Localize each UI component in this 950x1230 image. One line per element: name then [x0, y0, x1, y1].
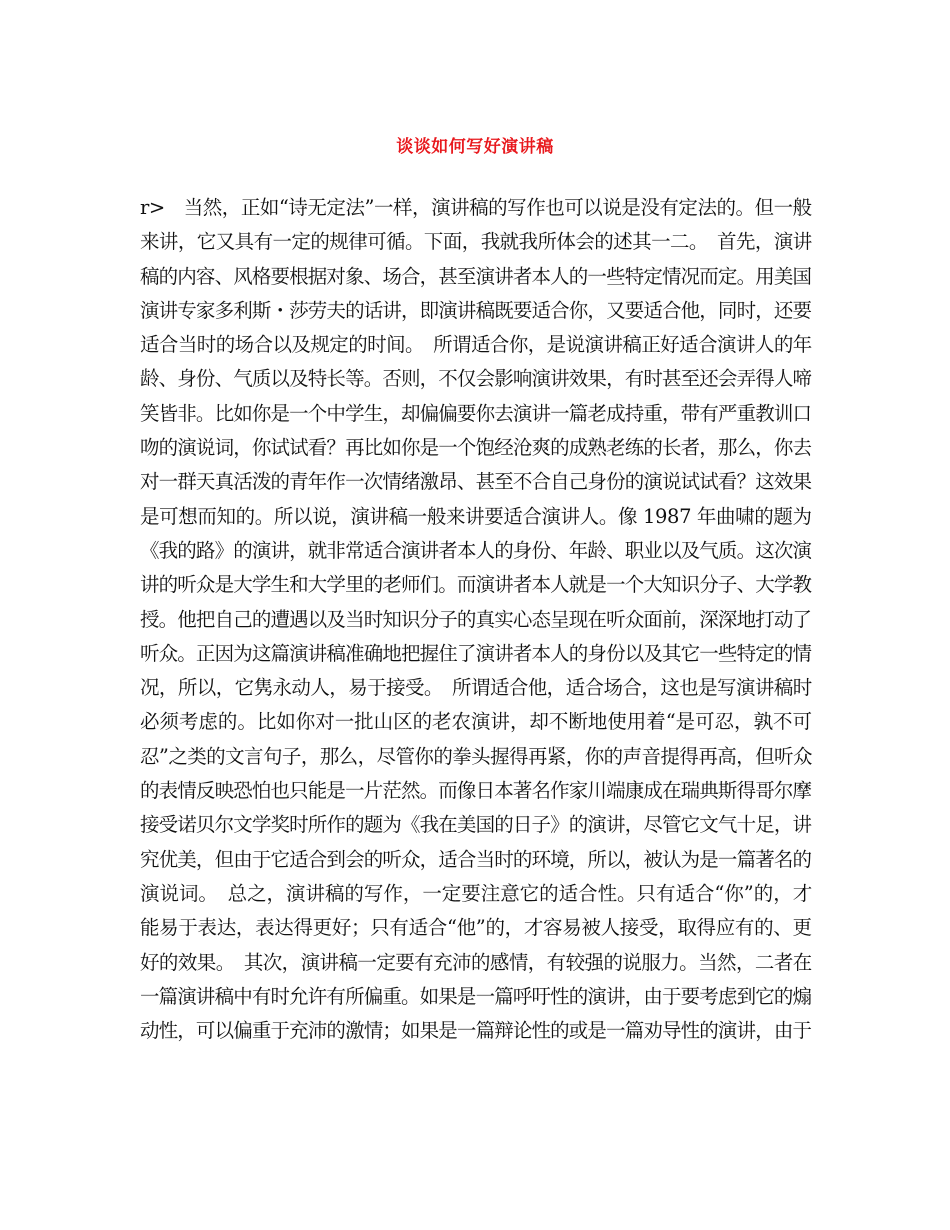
body-line: 演讲专家多利斯・莎劳夫的话讲，即演讲稿既要适合你，又要适合他，同时，还要: [140, 298, 812, 322]
body-line: 接受诺贝尔文学奖时所作的题为《我在美国的日子》的演讲，尽管它文气十足，讲: [140, 813, 812, 837]
body-line: 稿的内容、风格要根据对象、场合，甚至演讲者本人的一些特定情况而定。用美国: [140, 264, 812, 288]
body-line: 授。他把自己的遭遇以及当时知识分子的真实心态呈现在听众面前，深深地打动了: [140, 607, 812, 631]
body-line: 龄、身份、气质以及特长等。否则，不仅会影响演讲效果，有时甚至还会弄得人啼: [140, 367, 812, 391]
body-line: 忍”之类的文言句子，那么，尽管你的拳头握得再紧，你的声音提得再高，但听众: [140, 744, 812, 768]
body-line: 必须考虑的。比如你对一批山区的老农演讲，却不断地使用着“是可忍，孰不可: [140, 710, 812, 734]
body-line: 一篇演讲稿中有时允许有所偏重。如果是一篇呼吁性的演讲，由于要考虑到它的煽: [140, 984, 812, 1008]
body-line: 是可想而知的。所以说，演讲稿一般来讲要适合演讲人。像 1987 年曲啸的题为: [140, 504, 812, 528]
body-line: 演说词。 总之，演讲稿的写作，一定要注意它的适合性。只有适合“你”的，才: [140, 881, 813, 905]
document-body: [140, 191, 812, 1048]
body-line: 笑皆非。比如你是一个中学生，却偏偏要你去演讲一篇老成持重，带有严重教训口: [140, 401, 812, 425]
body-line: 好的效果。 其次，演讲稿一定要有充沛的感情，有较强的说服力。当然，二者在: [140, 950, 812, 974]
body-line: 能易于表达，表达得更好；只有适合“他”的，才容易被人接受，取得应有的、更: [140, 916, 812, 940]
body-line: 对一群天真活泼的青年作一次情绪激昂、甚至不合自己身份的演说试试看？这效果: [140, 470, 812, 494]
body-line: 适合当时的场合以及规定的时间。 所谓适合你，是说演讲稿正好适合演讲人的年: [140, 333, 812, 357]
body-line: 究优美，但由于它适合到会的听众，适合当时的环境，所以，被认为是一篇著名的: [140, 847, 812, 871]
body-line: 况，所以，它隽永动人，易于接受。 所谓适合他，适合场合，这也是写演讲稿时: [140, 676, 812, 700]
body-line: 听众。正因为这篇演讲稿准确地把握住了演讲者本人的身份以及其它一些特定的情: [140, 641, 812, 665]
body-line: r> 当然，正如“诗无定法”一样，演讲稿的写作也可以说是没有定法的。但一般: [140, 196, 812, 219]
body-line: 吻的演说词，你试试看？再比如你是一个饱经沧爽的成熟老练的长者，那么，你去: [140, 436, 812, 460]
body-line: 《我的路》的演讲，就非常适合演讲者本人的身份、年龄、职业以及气质。这次演: [140, 538, 812, 562]
body-line: 来讲，它又具有一定的规律可循。下面，我就我所体会的述其一二。 首先，演讲: [140, 230, 812, 254]
body-line: 的表情反映恐怕也只能是一片茫然。而像日本著名作家川端康成在瑞典斯得哥尔摩: [140, 779, 812, 803]
body-line: 讲的听众是大学生和大学里的老师们。而演讲者本人就是一个大知识分子、大学教: [140, 573, 812, 597]
document-title: 谈谈如何写好演讲稿: [396, 137, 554, 158]
body-line: 动性，可以偏重于充沛的激情；如果是一篇辩论性的或是一篇劝导性的演讲，由于: [140, 1019, 812, 1043]
